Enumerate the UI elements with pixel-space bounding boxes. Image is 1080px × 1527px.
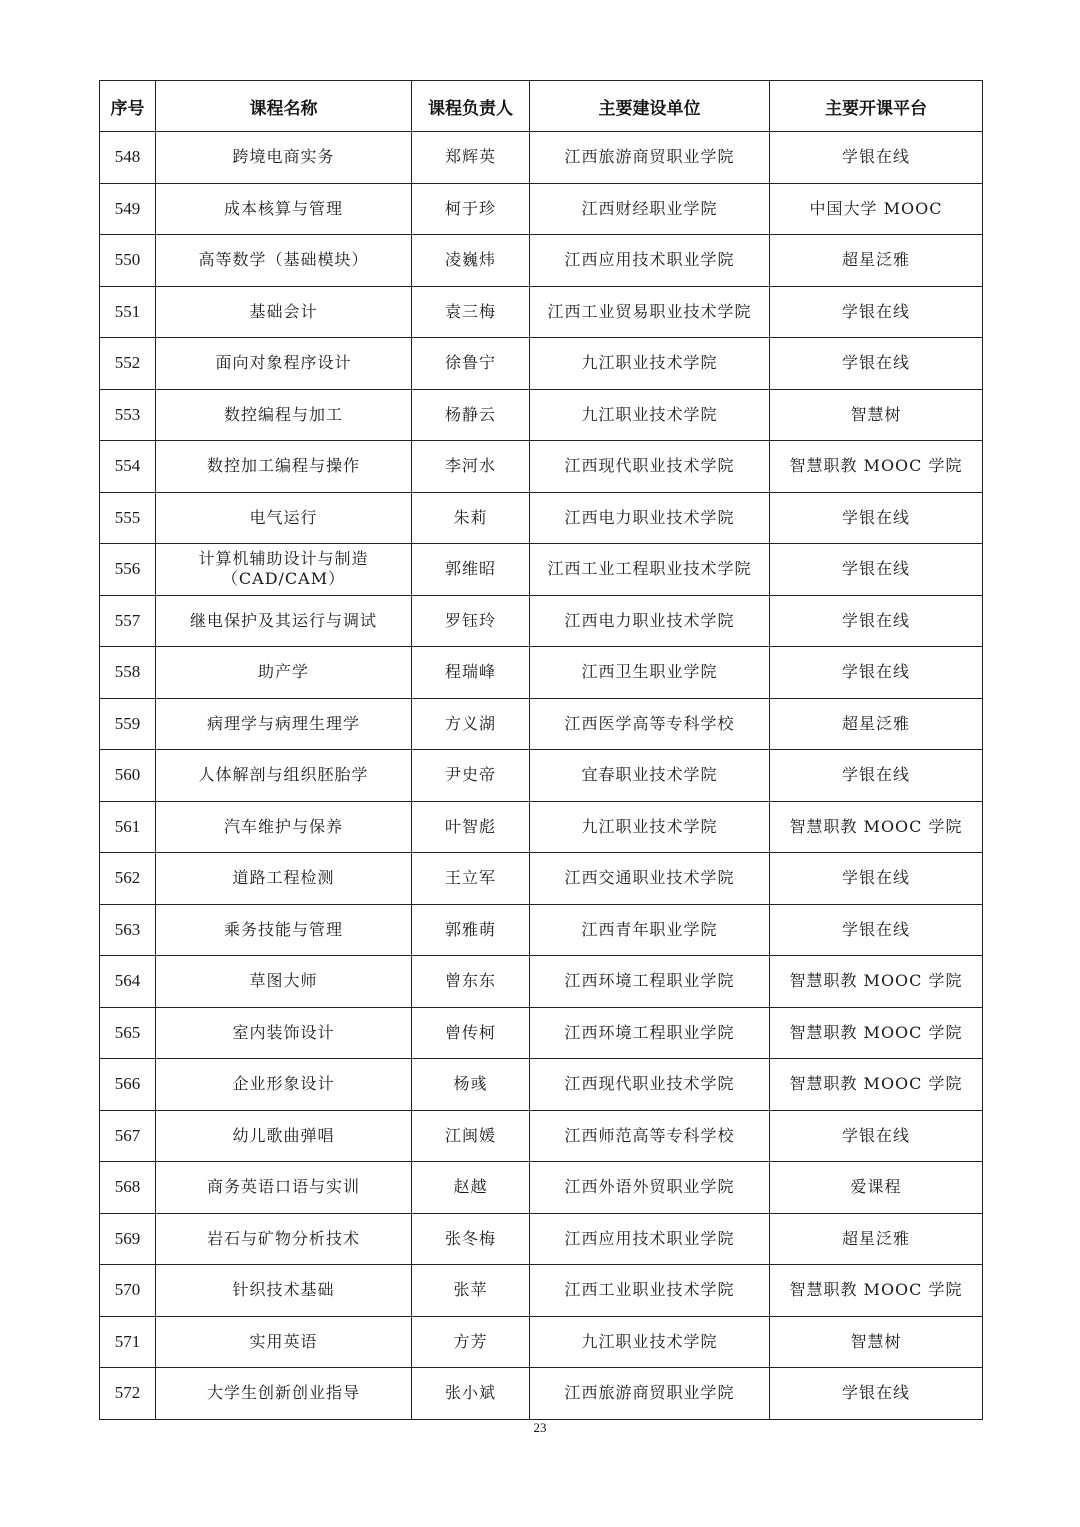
cell-course-lead: 方芳 — [412, 1316, 530, 1368]
cell-course-name: 草图大师 — [156, 956, 412, 1008]
cell-course-name: 病理学与病理生理学 — [156, 698, 412, 750]
cell-course-lead: 徐鲁宁 — [412, 338, 530, 390]
cell-course-lead: 杨静云 — [412, 389, 530, 441]
cell-course-name: 乘务技能与管理 — [156, 904, 412, 956]
table-row — [100, 132, 983, 184]
table-row — [100, 595, 983, 647]
cell-course-platform: 学银在线 — [770, 750, 983, 802]
cell-serial-number: 562 — [100, 853, 156, 905]
cell-course-name: 实用英语 — [156, 1316, 412, 1368]
cell-course-name: 助产学 — [156, 647, 412, 699]
cell-serial-number: 561 — [100, 801, 156, 853]
table-row — [100, 801, 983, 853]
cell-course-platform: 学银在线 — [770, 595, 983, 647]
cell-course-lead: 柯于珍 — [412, 183, 530, 235]
header-course-lead: 课程负责人 — [412, 81, 530, 132]
cell-course-platform: 学银在线 — [770, 1110, 983, 1162]
table-row — [100, 286, 983, 338]
cell-serial-number: 564 — [100, 956, 156, 1008]
cell-course-lead: 王立军 — [412, 853, 530, 905]
cell-course-lead: 张苹 — [412, 1265, 530, 1317]
cell-course-platform: 超星泛雅 — [770, 698, 983, 750]
cell-course-platform: 超星泛雅 — [770, 1213, 983, 1265]
cell-course-platform: 学银在线 — [770, 904, 983, 956]
cell-course-name: 室内装饰设计 — [156, 1007, 412, 1059]
table-row — [100, 647, 983, 699]
cell-serial-number: 548 — [100, 132, 156, 184]
cell-course-platform: 学银在线 — [770, 647, 983, 699]
cell-construction-unit: 江西电力职业技术学院 — [530, 492, 770, 544]
table-row — [100, 956, 983, 1008]
cell-course-platform: 智慧职教 MOOC 学院 — [770, 1265, 983, 1317]
table-row — [100, 338, 983, 390]
table-row — [100, 1162, 983, 1214]
table-row — [100, 235, 983, 287]
cell-serial-number: 552 — [100, 338, 156, 390]
cell-serial-number: 568 — [100, 1162, 156, 1214]
cell-serial-number: 559 — [100, 698, 156, 750]
cell-construction-unit: 九江职业技术学院 — [530, 1316, 770, 1368]
table-row — [100, 389, 983, 441]
header-serial-number: 序号 — [100, 81, 156, 132]
cell-course-name: 面向对象程序设计 — [156, 338, 412, 390]
cell-course-platform: 学银在线 — [770, 853, 983, 905]
table-row — [100, 698, 983, 750]
cell-course-platform: 学银在线 — [770, 286, 983, 338]
cell-serial-number: 550 — [100, 235, 156, 287]
table-row — [100, 1059, 983, 1111]
cell-construction-unit: 江西卫生职业学院 — [530, 647, 770, 699]
cell-serial-number: 557 — [100, 595, 156, 647]
cell-serial-number: 551 — [100, 286, 156, 338]
cell-course-platform: 学银在线 — [770, 338, 983, 390]
cell-serial-number: 567 — [100, 1110, 156, 1162]
cell-course-lead: 方义湖 — [412, 698, 530, 750]
cell-course-name: 企业形象设计 — [156, 1059, 412, 1111]
cell-course-lead: 罗钰玲 — [412, 595, 530, 647]
table-row — [100, 1110, 983, 1162]
cell-course-name: 跨境电商实务 — [156, 132, 412, 184]
cell-course-lead: 郭维昭 — [412, 544, 530, 596]
cell-course-name: 计算机辅助设计与制造（CAD/CAM） — [156, 544, 412, 596]
cell-course-name: 高等数学（基础模块） — [156, 235, 412, 287]
cell-construction-unit: 江西旅游商贸职业学院 — [530, 1368, 770, 1420]
cell-construction-unit: 江西工业工程职业技术学院 — [530, 544, 770, 596]
cell-course-platform: 学银在线 — [770, 544, 983, 596]
cell-course-lead: 朱莉 — [412, 492, 530, 544]
cell-course-platform: 爱课程 — [770, 1162, 983, 1214]
table-row — [100, 441, 983, 493]
table-row — [100, 1007, 983, 1059]
cell-course-lead: 凌巍炜 — [412, 235, 530, 287]
cell-serial-number: 565 — [100, 1007, 156, 1059]
table-body — [100, 132, 983, 1420]
cell-construction-unit: 江西青年职业学院 — [530, 904, 770, 956]
cell-course-name: 大学生创新创业指导 — [156, 1368, 412, 1420]
table-row — [100, 1265, 983, 1317]
table-row — [100, 492, 983, 544]
cell-construction-unit: 江西电力职业技术学院 — [530, 595, 770, 647]
cell-course-lead: 郑辉英 — [412, 132, 530, 184]
cell-course-name: 人体解剖与组织胚胎学 — [156, 750, 412, 802]
cell-course-platform: 智慧树 — [770, 1316, 983, 1368]
cell-serial-number: 571 — [100, 1316, 156, 1368]
cell-course-platform: 中国大学 MOOC — [770, 183, 983, 235]
table-row — [100, 1213, 983, 1265]
cell-serial-number: 558 — [100, 647, 156, 699]
cell-construction-unit: 江西外语外贸职业学院 — [530, 1162, 770, 1214]
cell-course-platform: 智慧职教 MOOC 学院 — [770, 1007, 983, 1059]
cell-course-lead: 程瑞峰 — [412, 647, 530, 699]
cell-course-platform: 智慧树 — [770, 389, 983, 441]
cell-course-name: 汽车维护与保养 — [156, 801, 412, 853]
cell-construction-unit: 江西环境工程职业学院 — [530, 1007, 770, 1059]
cell-course-lead: 江闽媛 — [412, 1110, 530, 1162]
cell-course-platform: 智慧职教 MOOC 学院 — [770, 801, 983, 853]
cell-construction-unit: 江西工业贸易职业技术学院 — [530, 286, 770, 338]
cell-course-platform: 超星泛雅 — [770, 235, 983, 287]
cell-serial-number: 553 — [100, 389, 156, 441]
cell-construction-unit: 江西环境工程职业学院 — [530, 956, 770, 1008]
table-row — [100, 853, 983, 905]
cell-course-lead: 袁三梅 — [412, 286, 530, 338]
cell-course-lead: 张小斌 — [412, 1368, 530, 1420]
cell-course-name: 针织技术基础 — [156, 1265, 412, 1317]
cell-serial-number: 556 — [100, 544, 156, 596]
cell-construction-unit: 江西财经职业学院 — [530, 183, 770, 235]
cell-course-lead: 郭雅萌 — [412, 904, 530, 956]
cell-serial-number: 549 — [100, 183, 156, 235]
cell-serial-number: 569 — [100, 1213, 156, 1265]
cell-construction-unit: 江西师范高等专科学校 — [530, 1110, 770, 1162]
cell-course-name: 幼儿歌曲弹唱 — [156, 1110, 412, 1162]
cell-construction-unit: 江西交通职业技术学院 — [530, 853, 770, 905]
table-row — [100, 544, 983, 596]
cell-course-name: 电气运行 — [156, 492, 412, 544]
cell-course-lead: 曾东东 — [412, 956, 530, 1008]
cell-construction-unit: 九江职业技术学院 — [530, 389, 770, 441]
cell-serial-number: 572 — [100, 1368, 156, 1420]
table-row — [100, 1316, 983, 1368]
cell-construction-unit: 宜春职业技术学院 — [530, 750, 770, 802]
cell-course-name: 数控加工编程与操作 — [156, 441, 412, 493]
cell-course-lead: 赵越 — [412, 1162, 530, 1214]
cell-course-name: 商务英语口语与实训 — [156, 1162, 412, 1214]
cell-construction-unit: 江西应用技术职业学院 — [530, 235, 770, 287]
cell-construction-unit: 江西现代职业技术学院 — [530, 441, 770, 493]
cell-serial-number: 554 — [100, 441, 156, 493]
cell-course-name: 成本核算与管理 — [156, 183, 412, 235]
cell-construction-unit: 九江职业技术学院 — [530, 801, 770, 853]
cell-course-platform: 学银在线 — [770, 132, 983, 184]
page-number: 23 — [533, 1420, 547, 1435]
cell-course-lead: 张冬梅 — [412, 1213, 530, 1265]
table-header-row — [100, 81, 983, 132]
cell-course-platform: 学银在线 — [770, 1368, 983, 1420]
cell-course-name: 岩石与矿物分析技术 — [156, 1213, 412, 1265]
cell-course-lead: 李河水 — [412, 441, 530, 493]
cell-course-platform: 智慧职教 MOOC 学院 — [770, 956, 983, 1008]
cell-course-name: 道路工程检测 — [156, 853, 412, 905]
cell-course-lead: 尹史帝 — [412, 750, 530, 802]
cell-course-platform: 智慧职教 MOOC 学院 — [770, 1059, 983, 1111]
cell-construction-unit: 江西现代职业技术学院 — [530, 1059, 770, 1111]
cell-course-lead: 叶智彪 — [412, 801, 530, 853]
cell-construction-unit: 九江职业技术学院 — [530, 338, 770, 390]
table-row — [100, 1368, 983, 1420]
course-table — [99, 80, 983, 1420]
cell-course-platform: 学银在线 — [770, 492, 983, 544]
cell-course-lead: 曾传柯 — [412, 1007, 530, 1059]
cell-course-name: 基础会计 — [156, 286, 412, 338]
cell-serial-number: 555 — [100, 492, 156, 544]
cell-construction-unit: 江西应用技术职业学院 — [530, 1213, 770, 1265]
cell-course-lead: 杨彧 — [412, 1059, 530, 1111]
header-construction-unit: 主要建设单位 — [530, 81, 770, 132]
cell-serial-number: 563 — [100, 904, 156, 956]
table-row — [100, 750, 983, 802]
cell-construction-unit: 江西医学高等专科学校 — [530, 698, 770, 750]
cell-course-name: 继电保护及其运行与调试 — [156, 595, 412, 647]
cell-course-platform: 智慧职教 MOOC 学院 — [770, 441, 983, 493]
cell-construction-unit: 江西工业职业技术学院 — [530, 1265, 770, 1317]
header-course-name: 课程名称 — [156, 81, 412, 132]
table-row — [100, 904, 983, 956]
cell-serial-number: 570 — [100, 1265, 156, 1317]
table-row — [100, 183, 983, 235]
cell-construction-unit: 江西旅游商贸职业学院 — [530, 132, 770, 184]
cell-serial-number: 566 — [100, 1059, 156, 1111]
header-course-platform: 主要开课平台 — [770, 81, 983, 132]
cell-course-name: 数控编程与加工 — [156, 389, 412, 441]
cell-serial-number: 560 — [100, 750, 156, 802]
